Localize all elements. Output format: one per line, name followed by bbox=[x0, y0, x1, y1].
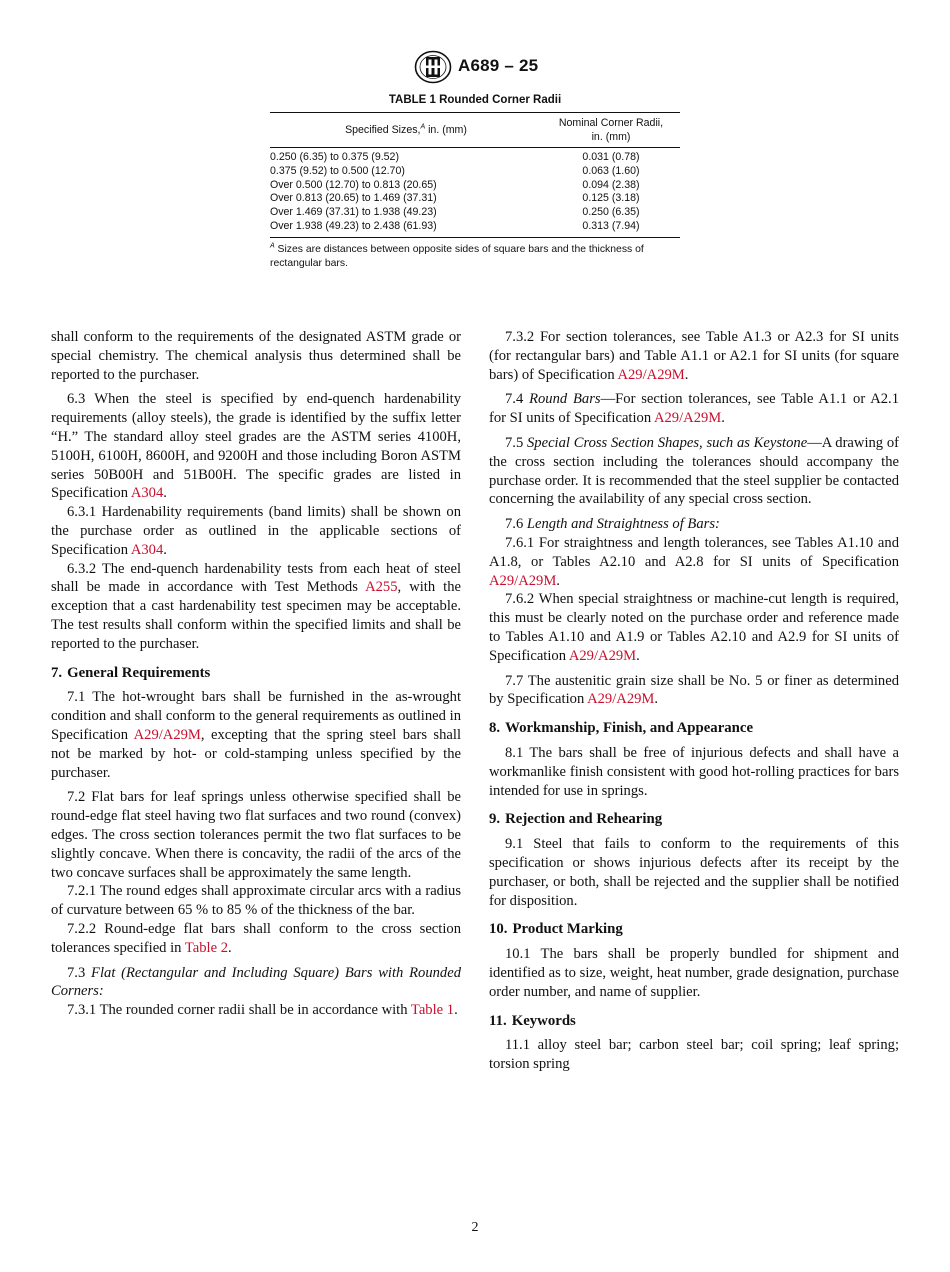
column-header-nominal-radii: Nominal Corner Radii, in. (mm) bbox=[542, 113, 680, 148]
link-a29[interactable]: A29/A29M bbox=[568, 647, 637, 664]
paragraph-7-2-1: 7.2.1 The round edges shall approximate circular arcs with a radius of curvature between 65 % to 85 % of the thickness of the bar. bbox=[51, 883, 461, 919]
section-heading-9: 9. Rejection and Rehearing bbox=[489, 811, 663, 828]
link-a29[interactable]: A29/A29M bbox=[489, 572, 557, 589]
table-row: 0.250 (6.35) to 0.375 (9.52) 0.031 (0.78) bbox=[270, 151, 640, 163]
paragraph-6-3: 6.3 When the steel is specified by end-quench hardenability requirements (alloy steels), the grade is identified by the suffix letter “H.” The standard alloy steel grades are the ASTM series 4100H, 5100H, 6100H, 8600H, and 9200H and those including Boron ASTM series 50B00H and 51B00H. The specific grades are listed in Specification A304. bbox=[51, 391, 461, 502]
paragraph-7-4: 7.4 Round Bars—For section tolerances, see Table A1.1 or A2.1 for SI units of Specification A29/A29M. bbox=[489, 391, 899, 427]
link-a304[interactable]: A304 bbox=[130, 541, 164, 558]
link-table-1[interactable]: Table 1 bbox=[410, 1002, 455, 1019]
left-column bbox=[51, 328, 461, 1020]
paragraph-7-6-2: 7.6.2 When special straightness or machine-cut length is required, this must be clearly noted on the purchase order and reference made to Tables A1.10 and A1.9 or Tables A2.10 and A2.9 for SI units of Specification A29/A29M. bbox=[489, 591, 899, 664]
section-heading-7: 7. General Requirements bbox=[51, 664, 211, 681]
paragraph-11-1: 11.1 alloy steel bar; carbon steel bar; coil spring; leaf spring; torsion spring bbox=[489, 1037, 899, 1073]
paragraph-7-6-1: 7.6.1 For straightness and length tolerances, see Tables A1.10 and A1.8, or Tables A2.10 and A2.8 for SI units of Specification A29/A29M. bbox=[489, 534, 899, 589]
link-table-2[interactable]: Table 2 bbox=[184, 939, 229, 956]
link-a304[interactable]: A304 bbox=[130, 485, 164, 502]
column-header-specified-sizes: Specified Sizes,$^A$ in. (mm) bbox=[270, 113, 542, 148]
paragraph-continued: shall conform to the requirements of the designated ASTM grade or special chemistry. The chemical analysis thus determined shall be reported to the purchaser. bbox=[51, 329, 461, 383]
paragraph-7-3-2: 7.3.2 For section tolerances, see Table A1.3 or A2.3 for SI units (for rectangular bars) and Table A1.1 or A2.1 for SI units (for square bars) of Specification A29/A29M. bbox=[489, 329, 899, 383]
paragraph-7-2: 7.2 Flat bars for leaf springs unless otherwise specified shall be round-edge flat steel having two flat surfaces and two round (convex) edges. The cross section tolerances permit the two flat surfaces to be slightly concave. When there is concavity, the radii of the arcs of the two concave surfaces shall be approximately the same length. bbox=[51, 789, 461, 881]
table-row: Over 0.813 (20.65) to 1.469 (37.31) 0.125 (3.18) bbox=[270, 192, 640, 205]
rounded-corner-radii-table bbox=[270, 112, 680, 238]
table-row: 0.375 (9.52) to 0.500 (12.70) 0.063 (1.60) bbox=[270, 164, 640, 177]
page-number: 2 bbox=[471, 1220, 479, 1235]
paragraph-7-5: 7.5 Special Cross Section Shapes, such as Keystone—A drawing of the cross section including the tolerances should accompany the purchase order. It is recommended that the steel supplier be contacted concerning the availability of any special cross section. bbox=[489, 434, 900, 508]
paragraph-10-1: 10.1 The bars shall be properly bundled for shipment and identified as to size, weight, heat number, grade designation, purchase order number, and name of supplier. bbox=[489, 946, 899, 1000]
astm-logo-icon bbox=[414, 50, 452, 84]
table-footnote: $^A$ Sizes are distances between opposite sides of square bars and the thickness of rectangular bars. bbox=[270, 242, 644, 269]
link-a29[interactable]: A29/A29M bbox=[617, 366, 685, 383]
page-header bbox=[0, 50, 950, 86]
paragraph-8-1: 8.1 The bars shall be free of injurious defects and shall have a workmanlike finish consistent with good hot-rolling practices for bars intended for use in springs. bbox=[489, 744, 899, 799]
paragraph-7-7: 7.7 The austenitic grain size shall be No. 5 or finer as determined by Specification A29/A29M. bbox=[489, 672, 899, 708]
right-column bbox=[489, 328, 899, 1074]
document-designation: A689 – 25 bbox=[458, 56, 539, 75]
link-a29[interactable]: A29/A29M bbox=[133, 726, 201, 743]
paragraph-6-3-1: 6.3.1 Hardenability requirements (band limits) shall be shown on the purchase order as outlined in the applicable sections of Specification A304. bbox=[51, 504, 461, 558]
paragraph-7-3: 7.3 Flat (Rectangular and Including Square) Bars with Rounded Corners: bbox=[51, 964, 462, 1000]
paragraph-7-1: 7.1 The hot-wrought bars shall be furnished in the as-wrought condition and shall conform to the general requirements as outlined in Specification A29/A29M, excepting that the spring steel bars shall not be marked by hot- or cold-stamping unless specified by the purchaser. bbox=[51, 689, 461, 781]
paragraph-7-6: 7.6 Length and Straightness of Bars: bbox=[505, 516, 720, 533]
paragraph-7-3-1: 7.3.1 The rounded corner radii shall be in accordance with Table 1. bbox=[67, 1002, 458, 1019]
table-row: Over 1.938 (49.23) to 2.438 (61.93) 0.313 (7.94) bbox=[270, 220, 680, 237]
link-a29[interactable]: A29/A29M bbox=[587, 691, 655, 708]
link-a255[interactable]: A255 bbox=[365, 579, 398, 596]
section-heading-8: 8. Workmanship, Finish, and Appearance bbox=[489, 720, 754, 737]
table-title: TABLE 1 Rounded Corner Radii bbox=[388, 94, 562, 106]
table-row: Over 1.469 (37.31) to 1.938 (49.23) 0.250 (6.35) bbox=[270, 206, 640, 219]
link-a29[interactable]: A29/A29M bbox=[653, 410, 722, 427]
paragraph-7-2-2: 7.2.2 Round-edge flat bars shall conform to the cross section tolerances specified in Table 2. bbox=[51, 920, 461, 956]
table-row: Over 0.500 (12.70) to 0.813 (20.65) 0.094 (2.38) bbox=[270, 178, 640, 191]
paragraph-6-3-2: 6.3.2 The end-quench hardenability tests from each heat of steel shall be made in accordance with Test Methods A255, with the exception that a cast hardenability test specimen may be acceptable. The test results shall conform within the specified limits and shall be reported to the purchaser. bbox=[51, 560, 461, 652]
table-1 bbox=[270, 94, 680, 271]
section-heading-11: 11. Keywords bbox=[489, 1012, 576, 1029]
paragraph-9-1: 9.1 Steel that fails to conform to the requirements of this specification or shows injurious defects after its receipt by the purchaser, or both, shall be rejected and the supplier shall be notified for disposition. bbox=[489, 836, 899, 909]
section-heading-10: 10. Product Marking bbox=[489, 921, 623, 938]
